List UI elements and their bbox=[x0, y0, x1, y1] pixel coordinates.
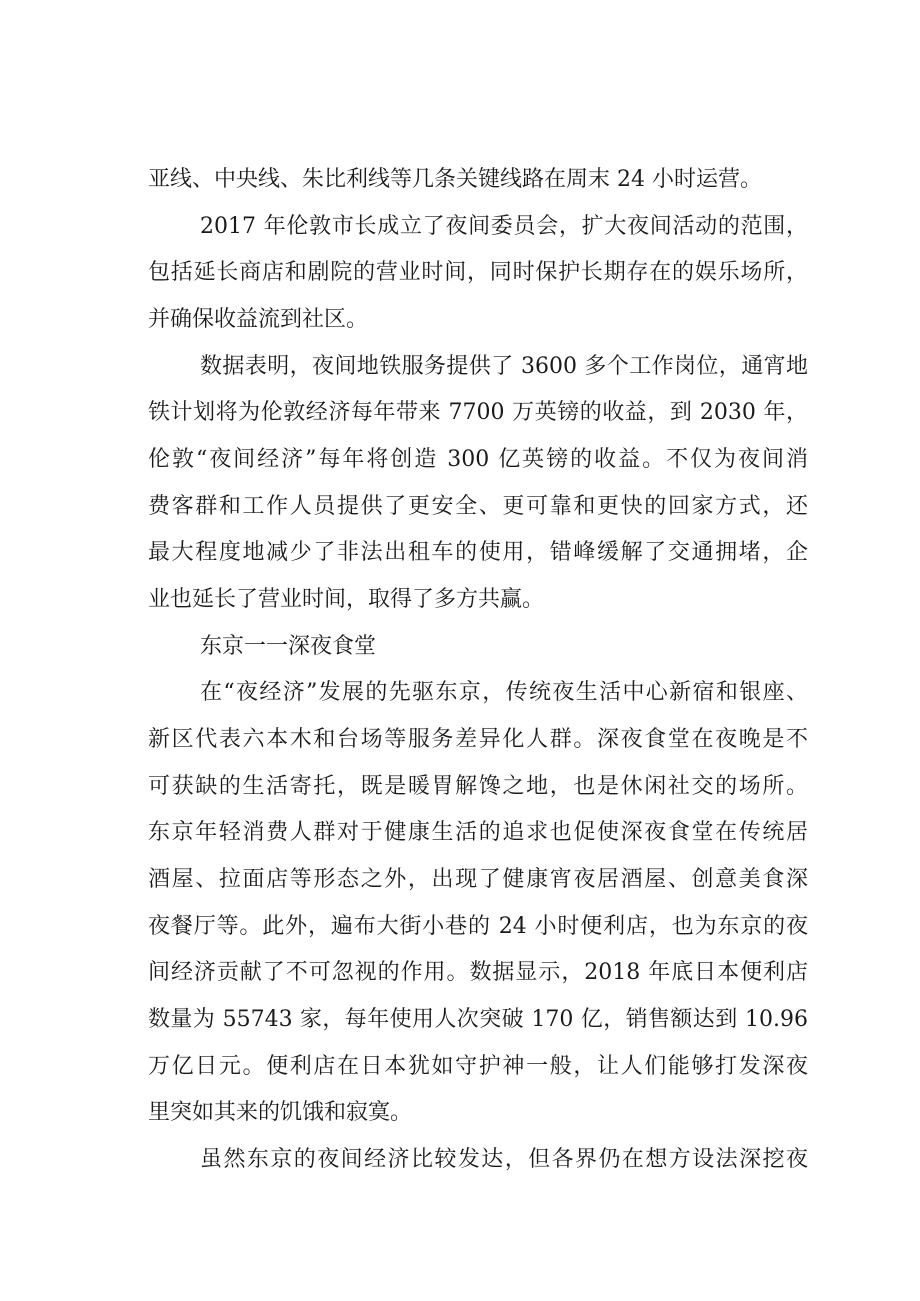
text-line-6: 铁计划将为伦敦经济每年带来 7700 万英镑的收益，到 2030 年， bbox=[148, 400, 808, 425]
text-line-15: 东京年轻消费人群对于健康生活的追求也促使深夜食堂在传统居 bbox=[148, 820, 808, 845]
text-line-2: 2017 年伦敦市长成立了夜间委员会，扩大夜间活动的范围， bbox=[200, 214, 808, 239]
section-heading: 东京一一深夜食堂 bbox=[200, 634, 377, 659]
text-line-14: 可获缺的生活寄托，既是暖胃解馋之地，也是休闲社交的场所。 bbox=[148, 774, 808, 799]
text-line-21: 里突如其来的饥饿和寂寞。 bbox=[148, 1100, 413, 1125]
text-line-17: 夜餐厅等。此外，遍布大街小巷的 24 小时便利店，也为东京的夜 bbox=[148, 914, 808, 939]
text-line-20: 万亿日元。便利店在日本犹如守护神一般，让人们能够打发深夜 bbox=[148, 1054, 808, 1079]
text-line-7: 伦敦“夜间经济”每年将创造 300 亿英镑的收益。不仅为夜间消 bbox=[148, 447, 808, 472]
text-line-16: 酒屋、拉面店等形态之外，出现了健康宵夜居酒屋、创意美食深 bbox=[148, 867, 808, 892]
text-line-5: 数据表明，夜间地铁服务提供了 3600 多个工作岗位，通宵地 bbox=[200, 354, 808, 379]
text-line-18: 间经济贡献了不可忽视的作用。数据显示，2018 年底日本便利店 bbox=[148, 960, 808, 985]
text-line-1: 亚线、中央线、朱比利线等几条关键线路在周末 24 小时运营。 bbox=[148, 167, 762, 192]
text-line-13: 新区代表六本木和台场等服务差异化人群。深夜食堂在夜晚是不 bbox=[148, 727, 808, 752]
text-line-4: 并确保收益流到社区。 bbox=[148, 307, 369, 332]
text-line-12: 在“夜经济”发展的先驱东京，传统夜生活中心新宿和银座、 bbox=[200, 680, 808, 705]
text-line-22: 虽然东京的夜间经济比较发达，但各界仍在想方设法深挖夜 bbox=[200, 1147, 808, 1172]
text-line-10: 业也延长了营业时间，取得了多方共赢。 bbox=[148, 587, 545, 612]
text-line-3: 包括延长商店和剧院的营业时间，同时保护长期存在的娱乐场所， bbox=[148, 260, 808, 285]
text-line-9: 最大程度地减少了非法出租车的使用，错峰缓解了交通拥堵，企 bbox=[148, 540, 808, 565]
text-line-8: 费客群和工作人员提供了更安全、更可靠和更快的回家方式，还 bbox=[148, 494, 808, 519]
text-line-19: 数量为 55743 家，每年使用人次突破 170 亿，销售额达到 10.96 bbox=[148, 1007, 808, 1032]
